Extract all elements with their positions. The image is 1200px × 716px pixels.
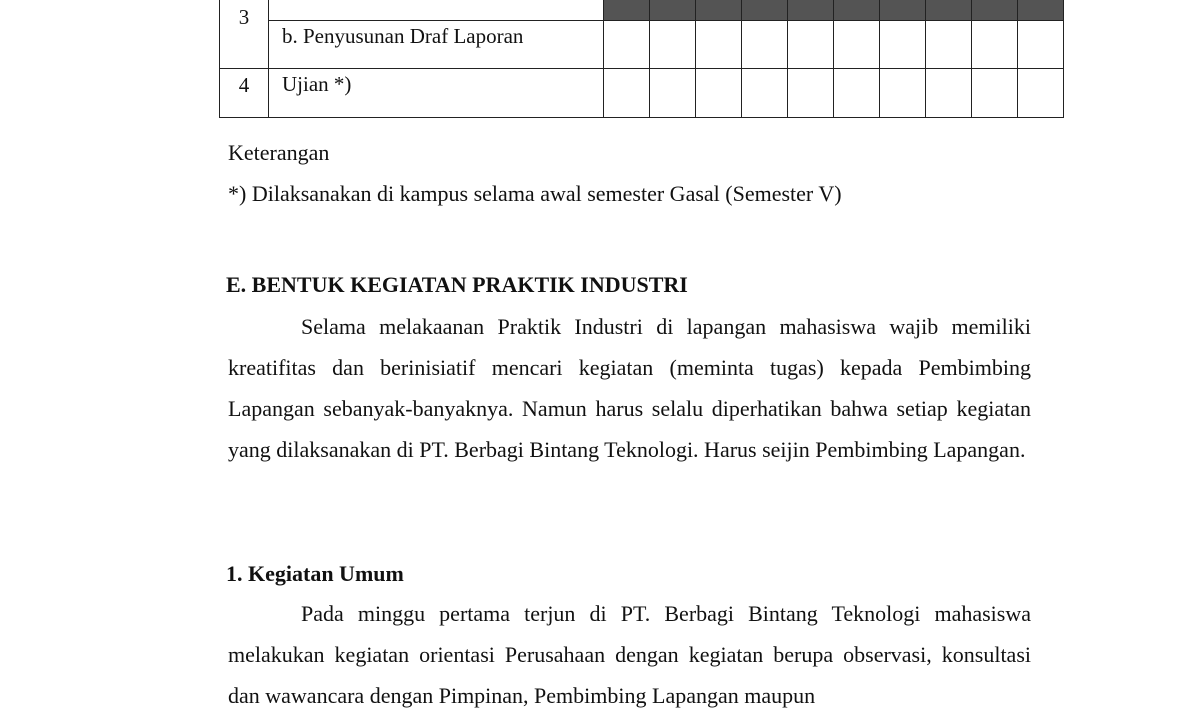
activity-cell: Ujian *) bbox=[269, 69, 604, 118]
week-cell-filled bbox=[1018, 0, 1064, 21]
week-cell-empty bbox=[972, 69, 1018, 118]
week-cell-filled bbox=[650, 0, 696, 21]
week-cell-filled bbox=[880, 0, 926, 21]
week-cell-empty bbox=[742, 21, 788, 69]
table-row bbox=[220, 0, 1064, 21]
week-cell-empty bbox=[696, 21, 742, 69]
week-cell-filled bbox=[788, 0, 834, 21]
schedule-table bbox=[219, 0, 1064, 118]
week-cell-empty bbox=[696, 69, 742, 118]
week-cell-empty bbox=[604, 69, 650, 118]
week-cell-filled bbox=[834, 0, 880, 21]
week-cell-filled bbox=[742, 0, 788, 21]
section-e-paragraph: Selama melakaanan Praktik Industri di lapangan mahasiswa wajib memiliki kreatifitas dan berinisiatif mencari kegiatan (meminta tugas) kepada Pembimbing Lapangan sebanyak-banyaknya. Namun harus selalu diperhatikan bahwa setiap kegiatan yang dilaksanakan di PT. Berbagi Bintang Teknologi. Harus seijin Pembimbing Lapangan. bbox=[228, 314, 1031, 462]
subsection-1-heading: 1. Kegiatan Umum bbox=[226, 561, 404, 586]
notes-title: Keterangan bbox=[228, 140, 330, 165]
week-cell-empty bbox=[972, 21, 1018, 69]
table-row bbox=[220, 21, 1064, 69]
week-cell-empty bbox=[1018, 69, 1064, 118]
activity-cell bbox=[269, 0, 604, 21]
week-cell-filled bbox=[696, 0, 742, 21]
week-cell-filled bbox=[972, 0, 1018, 21]
week-cell-empty bbox=[834, 21, 880, 69]
section-e-heading: E. BENTUK KEGIATAN PRAKTIK INDUSTRI bbox=[226, 272, 688, 297]
week-cell-empty bbox=[1018, 21, 1064, 69]
activity-cell: b. Penyusunan Draf Laporan bbox=[269, 21, 604, 69]
week-cell-empty bbox=[788, 21, 834, 69]
notes-text: *) Dilaksanakan di kampus selama awal semester Gasal (Semester V) bbox=[228, 181, 842, 206]
week-cell-empty bbox=[926, 21, 972, 69]
week-cell-empty bbox=[880, 69, 926, 118]
week-cell-empty bbox=[834, 69, 880, 118]
week-cell-empty bbox=[880, 21, 926, 69]
subsection-1-paragraph: Pada minggu pertama terjun di PT. Berbagi Bintang Teknologi mahasiswa melakukan kegiatan orientasi Perusahaan dengan kegiatan berupa observasi, konsultasi dan wawancara dengan Pimpinan, Pembimbing Lapangan maupun bbox=[228, 601, 1031, 708]
week-cell-empty bbox=[604, 21, 650, 69]
row-number-cell: 3 bbox=[220, 0, 269, 69]
week-cell-empty bbox=[650, 69, 696, 118]
week-cell-filled bbox=[604, 0, 650, 21]
week-cell-empty bbox=[742, 69, 788, 118]
row-number-cell: 4 bbox=[220, 69, 269, 118]
week-cell-empty bbox=[926, 69, 972, 118]
table-row bbox=[220, 69, 1064, 118]
week-cell-empty bbox=[650, 21, 696, 69]
week-cell-empty bbox=[788, 69, 834, 118]
schedule-table-body bbox=[220, 0, 1064, 118]
week-cell-filled bbox=[926, 0, 972, 21]
